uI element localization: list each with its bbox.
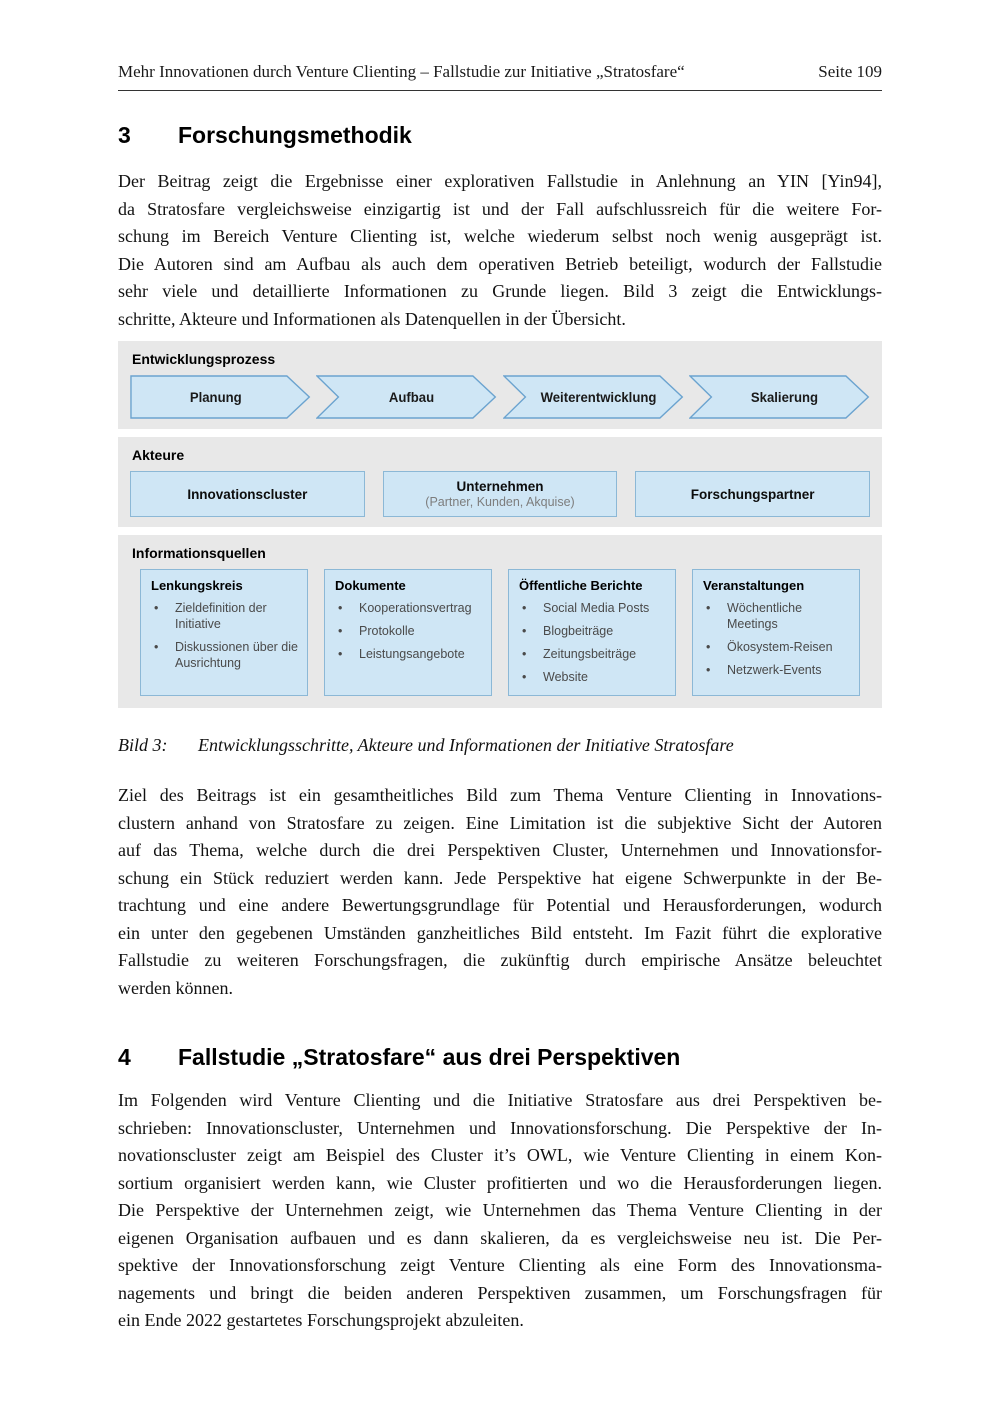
process-step-label: Aufbau <box>389 389 435 406</box>
chevron-right-icon <box>503 375 684 419</box>
band-label-informationsquellen: Informationsquellen <box>132 545 266 561</box>
text-line: schung ein Stück reduziert werden kann. Jede Perspektive hat eigene Schwerpunkte in der Be- <box>118 867 882 888</box>
list-item-text: Zeitungsbeiträge <box>543 647 637 661</box>
figure-caption <box>118 735 882 756</box>
text-line: schrieben: Innovationscluster, Unternehmen und Innovationsforschung. Die Perspektive der In- <box>118 1117 882 1138</box>
section-4-heading <box>118 1044 882 1071</box>
info-box-title: Lenkungskreis <box>151 578 243 593</box>
info-box-dokumente <box>324 569 492 696</box>
text-line: sehr viele und detaillierte Informationen zu Grunde liegen. Bild 3 zeigt die Entwicklungs- <box>118 281 882 301</box>
actor-subtitle: (Partner, Kunden, Akquise) <box>425 495 575 509</box>
text-line: nagements und bringt die beiden anderen Perspektiven zusammen, um Forschungsfragen für <box>118 1282 882 1303</box>
list-item <box>335 623 483 639</box>
running-header-title: Mehr Innovationen durch Venture Clienting – Fallstudie zur Initiative „Stratosfare“ <box>118 62 685 81</box>
info-box-list <box>151 600 299 671</box>
list-item <box>335 646 483 662</box>
list-item <box>703 600 851 632</box>
section-3-title: Forschungsmethodik <box>178 122 412 148</box>
list-item-text: Leistungsangebote <box>359 647 465 661</box>
list-item <box>151 639 299 671</box>
text-line: werden können. <box>118 977 233 998</box>
text-line: eigenen Organisation aufbauen und es dann skalieren, da es vergleichsweise neu ist. Die Per- <box>118 1227 882 1248</box>
list-item-text: Blogbeiträge <box>543 624 614 638</box>
actor-title: Unternehmen <box>456 479 544 494</box>
bullet-icon: • <box>522 624 527 638</box>
bullet-icon: • <box>154 601 159 615</box>
band-label-entwicklungsprozess: Entwicklungsprozess <box>132 351 276 367</box>
process-step-label: Weiterentwicklung <box>540 389 656 406</box>
process-arrow-row <box>130 375 870 419</box>
sources-row <box>140 569 860 696</box>
process-step-label: Skalierung <box>750 389 818 406</box>
actor-title: Innovationscluster <box>187 486 308 502</box>
list-item-text: Diskussionen über die Ausrichtung <box>175 640 298 670</box>
process-step-skalierung <box>689 375 870 419</box>
list-item-text: Kooperationsvertrag <box>359 601 472 615</box>
paragraph-methodology <box>118 168 882 333</box>
chevron-right-icon <box>316 375 497 419</box>
list-item <box>519 600 667 616</box>
bullet-icon: • <box>706 601 711 615</box>
text-line: Die Perspektive der Unternehmen zeigt, wie Unternehmen das Thema Venture Clienting in der <box>118 1200 882 1220</box>
list-item <box>519 646 667 662</box>
paragraph-goal <box>118 782 882 1002</box>
info-box-veranstaltungen <box>692 569 860 696</box>
list-item-text: Social Media Posts <box>543 601 650 615</box>
actor-box-forschungspartner <box>635 471 870 517</box>
text-line: trachtung und eine andere Bewertungsgrundlage für Potential und Herausforderungen, wodurch <box>118 895 882 915</box>
info-box-oeffentliche-berichte <box>508 569 676 696</box>
text-line: ein Ende 2022 gestartetes Forschungsprojekt abzuleiten. <box>118 1310 524 1330</box>
list-item <box>151 600 299 632</box>
text-line: Die Autoren sind am Aufbau als auch dem operativen Betrieb beteiligt, wodurch der Fallstudie <box>118 253 882 274</box>
section-4-number: 4 <box>118 1044 131 1070</box>
bullet-icon: • <box>706 640 711 654</box>
list-item <box>519 669 667 685</box>
info-box-title: Dokumente <box>335 578 406 593</box>
text-line: auf das Thema, welche durch die drei Perspektiven Cluster, Unternehmen und Innovationsfor- <box>118 840 882 860</box>
section-3-heading <box>118 122 882 149</box>
text-line: schung im Bereich Venture Clienting ist, welche wiederum selbst noch wenig ausgeprägt ist. <box>118 226 882 246</box>
section-3-number: 3 <box>118 122 131 148</box>
section-4-title: Fallstudie „Stratosfare“ aus drei Perspektiven <box>178 1044 681 1070</box>
bullet-icon: • <box>338 647 343 661</box>
bullet-icon: • <box>338 601 343 615</box>
text-line: sortium organisiert werden kann, wie Cluster profitierten und wo die Herausforderungen liegen. <box>118 1172 882 1193</box>
list-item-text: Ökosystem-Reisen <box>727 640 833 654</box>
list-item <box>703 639 851 655</box>
list-item-text: Zieldefinition der Initiative <box>175 601 267 631</box>
bullet-icon: • <box>706 663 711 677</box>
band-akteure <box>118 437 882 527</box>
page-number: Seite 109 <box>818 62 882 81</box>
arrow-right-icon <box>130 375 311 419</box>
actor-box-innovationscluster <box>130 471 365 517</box>
figure-bild-3 <box>118 341 882 708</box>
actor-box-unternehmen <box>383 471 618 517</box>
text-line: Der Beitrag zeigt die Ergebnisse einer explorativen Fallstudie in Anlehnung an YIN [Yin94], <box>118 171 882 191</box>
actor-row <box>130 471 870 517</box>
process-step-weiterentwicklung <box>503 375 684 419</box>
band-informationsquellen <box>118 535 882 708</box>
text-line: novationscluster zeigt am Beispiel des Cluster it’s OWL, wie Venture Clienting in einem Kon- <box>118 1145 882 1165</box>
chevron-right-icon <box>689 375 870 419</box>
info-box-list <box>519 600 667 685</box>
band-label-akteure: Akteure <box>132 447 185 463</box>
text-line: Fallstudie zu weiteren Forschungsfragen, die zukünftig durch empirische Ansätze beleuchtet <box>118 950 882 970</box>
figure-caption-label: Bild 3: <box>118 735 168 755</box>
process-step-aufbau <box>316 375 497 419</box>
actor-title: Forschungspartner <box>690 486 815 502</box>
text-line: schritte, Akteure und Informationen als Datenquellen in der Übersicht. <box>118 308 626 329</box>
text-line: Im Folgenden wird Venture Clienting und die Initiative Stratosfare aus drei Perspektiven be- <box>118 1090 882 1110</box>
info-box-list <box>335 600 483 662</box>
text-line: da Stratosfare vergleichsweise einzigartig ist und der Fall aufschlussreich für die weitere For- <box>118 198 882 219</box>
list-item <box>519 623 667 639</box>
text-line: Ziel des Beitrags ist ein gesamtheitliches Bild zum Thema Venture Clienting in Innovations- <box>118 785 882 805</box>
running-header <box>118 62 882 91</box>
list-item-text: Netzwerk-Events <box>727 663 822 677</box>
band-entwicklungsprozess <box>118 341 882 429</box>
text-line: clustern anhand von Stratosfare zu zeigen. Eine Limitation ist die subjektive Sicht der Autoren <box>118 812 882 833</box>
bullet-icon: • <box>522 670 527 684</box>
figure-caption-text: Entwicklungsschritte, Akteure und Informationen der Initiative Stratosfare <box>198 735 734 755</box>
list-item-text: Website <box>543 670 588 684</box>
info-box-lenkungskreis <box>140 569 308 696</box>
bullet-icon: • <box>522 601 527 615</box>
page <box>118 0 882 1335</box>
text-line: ein unter den gegebenen Umständen ganzheitliches Bild entsteht. Im Fazit führt die explorative <box>118 922 882 943</box>
process-step-label: Planung <box>189 389 242 406</box>
bullet-icon: • <box>154 640 159 654</box>
list-item-text: Protokolle <box>359 624 415 638</box>
list-item <box>703 662 851 678</box>
info-box-title: Öffentliche Berichte <box>519 578 643 593</box>
info-box-title: Veranstaltungen <box>703 578 805 593</box>
list-item <box>335 600 483 616</box>
bullet-icon: • <box>338 624 343 638</box>
info-box-list <box>703 600 851 678</box>
process-step-planung <box>130 375 311 419</box>
paragraph-perspectives <box>118 1087 882 1335</box>
bullet-icon: • <box>522 647 527 661</box>
text-line: spektive der Innovationsforschung zeigt Venture Clienting als eine Form des Innovationsma- <box>118 1255 882 1275</box>
list-item-text: Wöchentliche Meetings <box>727 601 803 631</box>
